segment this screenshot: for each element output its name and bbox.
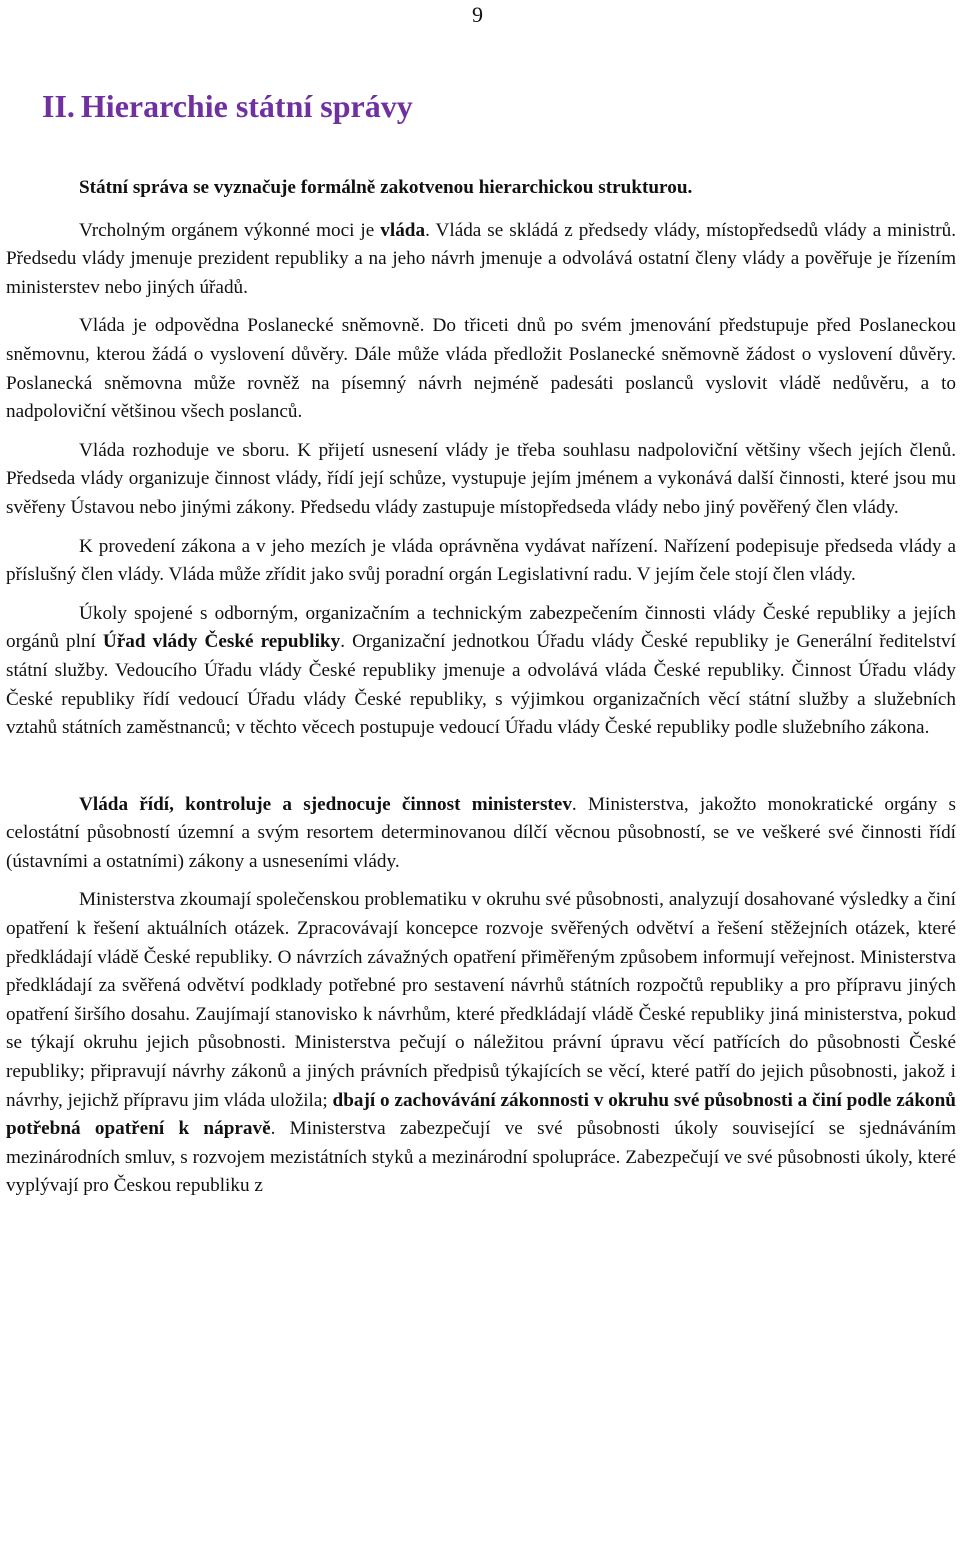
paragraph — [6, 791, 956, 877]
text-run: . Ministerstva zabezpečují ve své působnosti úkoly související se sjednáváním mezinárodních smluv, s rozvojem mezistátních styků a mezinárodní spolupráce. Zabezpečují ve své působnosti úkoly, které vyplývají pro Českou republiku z — [6, 1118, 956, 1197]
bold-text-run: Státní správa se vyznačuje formálně zakotvenou hierarchickou strukturou. — [79, 177, 693, 198]
paragraph — [6, 312, 956, 426]
bold-text-run: Úřad vlády České republiky — [102, 631, 341, 653]
bold-text-run: dbají o zachovávání zákonnosti v okruhu své působnosti a činí podle zákonů potřebná opatření k nápravě — [6, 1089, 956, 1140]
text-run: Ministerstva zkoumají společenskou problematiku v okruhu své působnosti, analyzují dosahované výsledky a činí opatření k řešení aktuálních otázek. Zpracovávají koncepce rozvoje svěřených odvětví a řešení stěžejních otázek, které předkládají vládě České republiky. O návrzích závažných opatření přiměřeným způsobem informují veřejnost. Ministerstva předkládají za svěřená odvětví podklady potřebné pro sestavení návrhů státních rozpočtů republiky a pro přípravu jiných opatření širšího dosahu. Zaujímají stanovisko k návrhům, které předkládají vládě České republiky jiná ministerstva, pokud se týkají okruhu jejich působnosti. Ministerstva pečují o náležitou právní úpravu věcí patřících do působnosti České republiky; připravují návrhy zákonů a jiných právních předpisů týkajících se věcí, které patří do jejich působnosti, jakož i návrhy, jejichž přípravu jim vláda uložila; — [6, 889, 956, 1111]
text-run: Úkoly spojené s odborným, organizačním a technickým zabezpečením činnosti vlády České republiky a jejích orgánů plní — [6, 602, 956, 653]
text-run: . Vláda se skládá z předsedy vlády, místopředsedů vlády a ministrů. Předsedu vlády jmenuje prezident republiky a na jeho návrh jmenuje a odvolává ostatní členy vlády a pověřuje je řízením ministerstev nebo jiných úřadů. — [6, 219, 956, 298]
bold-text-run: vláda — [380, 219, 426, 241]
text-run: Vláda rozhoduje ve sboru. K přijetí usnesení vlády je třeba souhlasu nadpoloviční většiny všech jejích členů. Předseda vlády organizuje činnost vlády, řídí její schůze, vystupuje jejím jménem a vykonává další činnosti, které jsou mu svěřeny Ústavou nebo jinými zákony. Předsedu vlády zastupuje místopředseda vlády nebo jiný pověřený člen vlády. — [6, 439, 956, 518]
paragraph — [6, 437, 956, 523]
bold-text-run: Vláda řídí, kontroluje a sjednocuje činnost ministerstev — [79, 793, 572, 815]
section-number: II. — [42, 88, 75, 124]
paragraph — [6, 600, 956, 743]
paragraph — [6, 174, 956, 203]
text-run: Vláda je odpovědna Poslanecké sněmovně. Do třiceti dnů po svém jmenování předstupuje před Poslaneckou sněmovnu, kterou žádá o vyslovení důvěry. Dále může vláda předložit Poslanecké sněmovně žádost o vyslovení důvěry. Poslanecká sněmovna může rovněž na písemný návrh nejméně padesáti poslanců vyslovit vládě nedůvěru, a to nadpoloviční většinou všech poslanců. — [6, 315, 956, 423]
document-body — [6, 174, 956, 1201]
page-number: 9 — [472, 2, 483, 27]
text-run: Vrcholným orgánem výkonné moci je — [79, 219, 381, 241]
text-run: . Organizační jednotkou Úřadu vlády České republiky je Generální ředitelství státní služby. Vedoucího Úřadu vlády České republiky jmenuje a odvolává vláda České republiky. Činnost Úřadu vlády České republiky řídí vedoucí Úřadu vlády České republiky, s výjimkou organizačních věcí státní služby a služebních vztahů státních zaměstnanců; v těchto věcech postupuje vedoucí Úřadu vlády České republiky podle služebního zákona. — [6, 631, 956, 739]
section-heading — [42, 86, 413, 126]
text-run: K provedení zákona a v jeho mezích je vláda oprávněna vydávat nařízení. Nařízení podepisuje předseda vlády a příslušný člen vlády. Vláda může zřídit jako svůj poradní orgán Legislativní radu. V jejím čele stojí člen vlády. — [6, 535, 956, 586]
paragraph — [6, 217, 956, 303]
text-run: . Ministerstva, jakožto monokratické orgány s celostátní působností územní a svým resortem determinovanou dílčí věcnou působností, se ve veškeré své činnosti řídí (ústavními a ostatními) zákony a usneseními vlády. — [6, 793, 956, 872]
section-title: Hierarchie státní správy — [80, 88, 413, 124]
paragraph — [6, 533, 956, 590]
paragraph — [6, 886, 956, 1201]
